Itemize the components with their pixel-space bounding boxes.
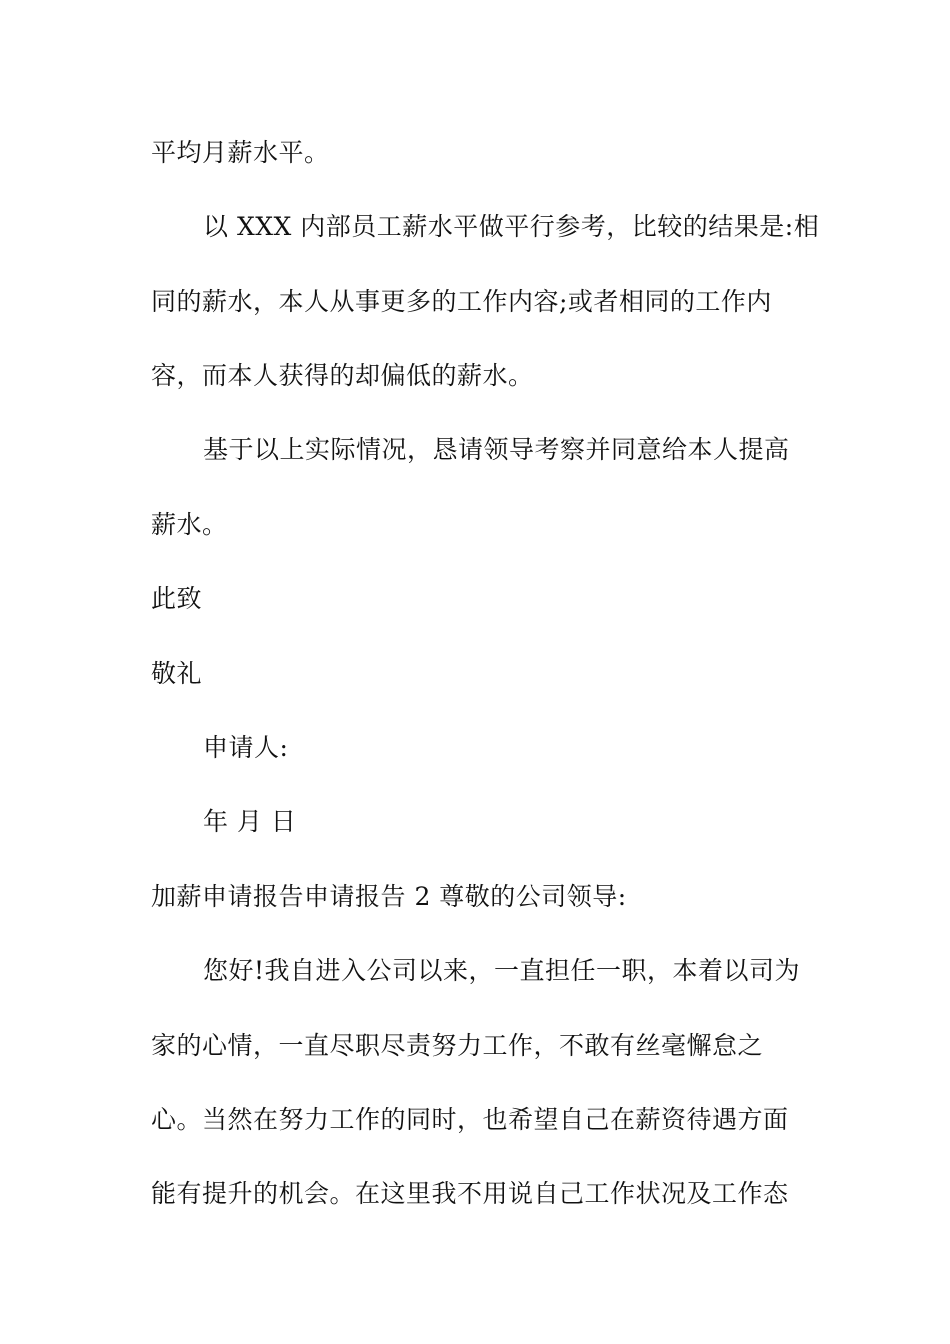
signature-applicant: 申请人: — [203, 733, 289, 762]
paragraph-line: 以 XXX 内部员工薪水平做平行参考，比较的结果是:相 — [203, 212, 820, 241]
paragraph-line: 心。当然在努力工作的同时，也希望自己在薪资待遇方面 — [151, 1105, 789, 1134]
closing-line: 敬礼 — [151, 659, 203, 688]
paragraph-line: 家的心情，一直尽职尽责努力工作，不敢有丝毫懈怠之 — [151, 1031, 764, 1060]
signature-date: 年 月 日 — [203, 807, 297, 836]
closing-line: 此致 — [151, 584, 203, 613]
paragraph-line: 平均月薪水平。 — [151, 138, 330, 167]
paragraph-line: 您好!我自进入公司以来，一直担任一职，本着以司为 — [203, 956, 801, 985]
paragraph-line: 容，而本人获得的却偏低的薪水。 — [151, 361, 534, 390]
section-heading: 加薪申请报告申请报告 2 尊敬的公司领导: — [151, 882, 627, 911]
paragraph-line: 基于以上实际情况，恳请领导考察并同意给本人提高 — [203, 435, 790, 464]
paragraph-line: 薪水。 — [151, 510, 228, 539]
paragraph-line: 能有提升的机会。在这里我不用说自己工作状况及工作态 — [151, 1179, 789, 1208]
paragraph-line: 同的薪水，本人从事更多的工作内容;或者相同的工作内 — [151, 287, 772, 316]
